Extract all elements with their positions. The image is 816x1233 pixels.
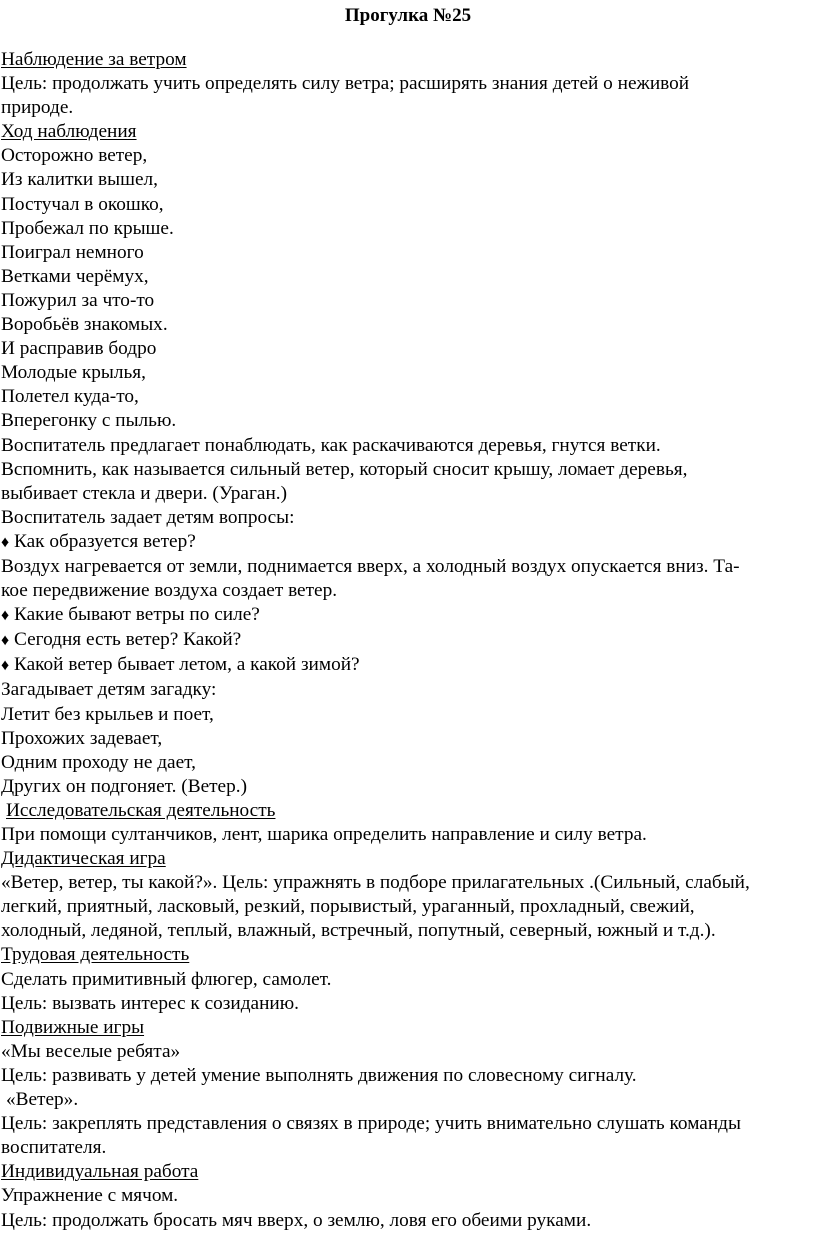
didactic-line-3: холодный, ледяной, теплый, влажный, встречный, попутный, северный, южный и т.д.). [1, 920, 716, 942]
poem-line: Постучал в окошко, [1, 193, 164, 215]
labor-line-2: Цель: вызвать интерес к созиданию. [1, 992, 299, 1014]
poem-line: Молодые крылья, [1, 362, 146, 384]
question-2 [1, 603, 816, 628]
game2-goal-line-1: Цель: закреплять представления о связях в природе; учить внимательно слушать команды [1, 1113, 741, 1135]
riddle-line: Летит без крыльев и поет, [1, 703, 214, 725]
observation-goal-line-2: природе. [1, 97, 74, 119]
question-3 [1, 628, 816, 653]
didactic-line-2: легкий, приятный, ласковый, резкий, порывистый, ураганный, прохладный, свежий, [1, 896, 695, 918]
game2-title: «Ветер». [6, 1089, 79, 1111]
poem-line: Полетел куда-то, [1, 386, 139, 408]
teacher-asks: Воспитатель задает детям вопросы: [1, 506, 295, 528]
question-text: Какой ветер бывает летом, а какой зимой? [9, 654, 360, 676]
individual-heading: Индивидуальная работа [1, 1161, 199, 1183]
poem-line: Поиграл немного [1, 241, 144, 263]
riddle-line: Прохожих задевает, [1, 727, 163, 749]
poem-line: Ветками черёмух, [1, 265, 149, 287]
question-4 [1, 653, 816, 678]
riddle-line: Других он подгоняет. (Ветер.) [1, 775, 247, 797]
games-heading: Подвижные игры [1, 1016, 145, 1038]
labor-line-1: Сделать примитивный флюгер, самолет. [1, 968, 332, 990]
answer-line-2: кое передвижение воздуха создает ветер. [1, 580, 338, 602]
page-title: Прогулка №25 [344, 5, 472, 26]
poem-line: Из калитки вышел, [1, 169, 158, 191]
research-heading: Исследовательская деятельность [6, 799, 276, 821]
diamond-bullet-icon: ♦ [1, 657, 10, 675]
recall-line-1: Вспомнить, как называется сильный ветер, который сносит крышу, ломает деревья, [1, 458, 688, 480]
poem-line: Вперегонку с пылью. [1, 410, 177, 432]
riddle-line: Одним проходу не дает, [1, 751, 196, 773]
riddle-intro: Загадывает детям загадку: [1, 679, 217, 701]
individual-line-1: Упражнение с мячом. [1, 1185, 179, 1207]
didactic-heading: Дидактическая игра [1, 848, 166, 870]
question-text: Как образуется ветер? [9, 530, 196, 552]
question-text: Какие бывают ветры по силе? [9, 604, 260, 626]
poem-line: Воробьёв знакомых. [1, 314, 168, 336]
poem-line: Пробежал по крыше. [1, 217, 174, 239]
teacher-suggests: Воспитатель предлагает понаблюдать, как раскачиваются деревья, гнутся ветки. [1, 434, 661, 456]
game2-goal-line-2: воспитателя. [1, 1137, 107, 1159]
diamond-bullet-icon: ♦ [1, 533, 10, 551]
game1-title: «Мы веселые ребята» [1, 1040, 181, 1062]
diamond-bullet-icon: ♦ [1, 632, 10, 650]
individual-line-2: Цель: продолжать бросать мяч вверх, о землю, ловя его обеими руками. [1, 1209, 592, 1231]
poem-line: И расправив бодро [1, 338, 157, 360]
didactic-line-1: «Ветер, ветер, ты какой?». Цель: упражнять в подборе прилагательных .(Сильный, слабый, [1, 872, 750, 894]
recall-line-2: выбивает стекла и двери. (Ураган.) [1, 482, 288, 504]
question-1 [1, 530, 816, 555]
research-text: При помощи султанчиков, лент, шарика определить направление и силу ветра. [1, 824, 647, 845]
question-text: Сегодня есть ветер? Какой? [9, 629, 242, 651]
observation-goal-line-1: Цель: продолжать учить определять силу ветра; расширять знания детей о неживой [1, 73, 690, 95]
answer-line-1: Воздух нагревается от земли, поднимается вверх, а холодный воздух опускается вниз. Та- [1, 555, 740, 577]
diamond-bullet-icon: ♦ [1, 607, 10, 625]
poem-line: Осторожно ветер, [1, 145, 148, 167]
course-heading: Ход наблюдения [1, 121, 137, 143]
observation-heading: Наблюдение за ветром [1, 49, 187, 70]
poem-line: Пожурил за что-то [1, 289, 155, 311]
labor-heading: Трудовая деятельность [1, 944, 190, 966]
document-body [1, 48, 816, 1233]
game1-goal: Цель: развивать у детей умение выполнять движения по словесному сигналу. [1, 1064, 637, 1086]
